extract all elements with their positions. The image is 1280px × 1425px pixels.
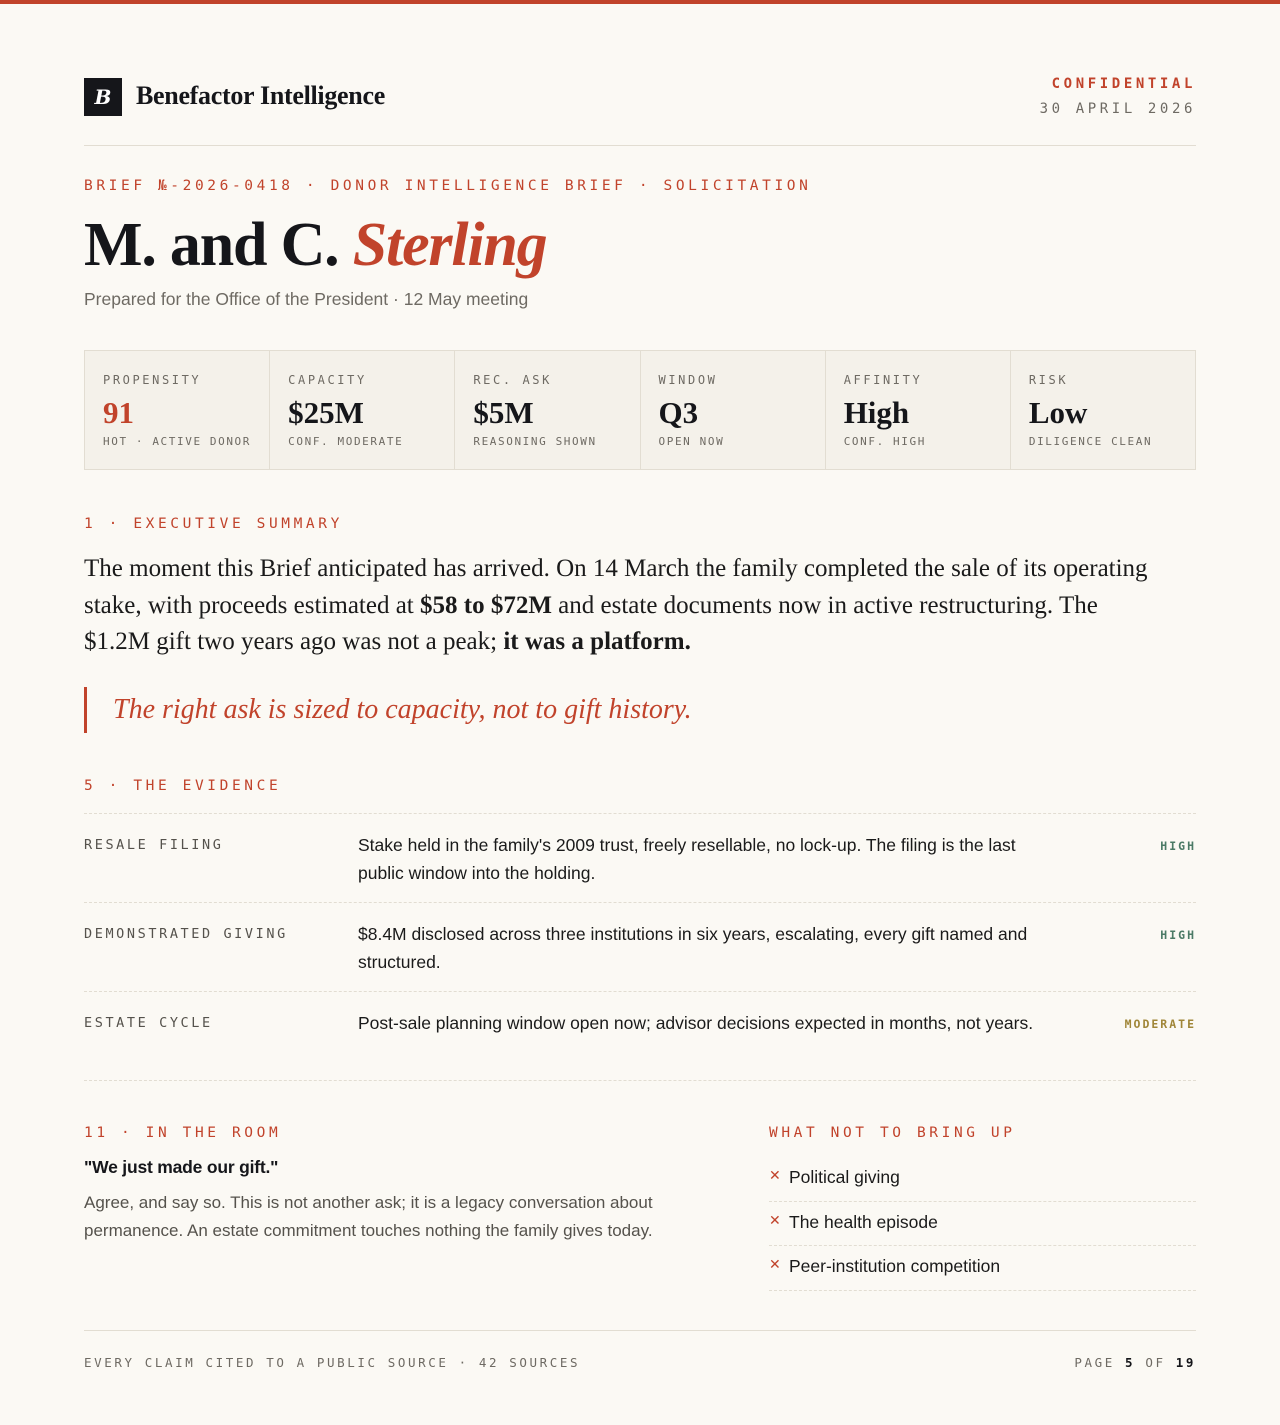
section-what-not-to-bring-up: WHAT NOT TO BRING UP <box>769 1125 1016 1141</box>
metrics-strip <box>84 350 1196 470</box>
evidence-table <box>84 813 1196 1081</box>
page-indicator <box>1074 1355 1196 1370</box>
confidence-badge: HIGH <box>1160 928 1196 942</box>
list-item-label: Peer-institution competition <box>789 1256 1001 1276</box>
pull-quote: The right ask is sized to capacity, not to gift history. <box>84 687 692 733</box>
metric-sub: DILIGENCE CLEAN <box>1028 435 1153 448</box>
brief-date: 30 APRIL 2026 <box>1039 101 1196 117</box>
page-header <box>84 78 1196 146</box>
page-number: 5 <box>1125 1355 1136 1370</box>
metric-sub: OPEN NOW <box>658 435 725 448</box>
metric-label: WINDOW <box>658 373 718 387</box>
evidence-key: RESALE FILING <box>84 837 224 853</box>
evidence-text: Post-sale planning window open now; advisor decisions expected in months, not years. <box>358 1013 1034 1033</box>
metric-rec-ask <box>455 351 640 469</box>
sources-note: EVERY CLAIM CITED TO A PUBLIC SOURCE · 42 SOURCES <box>84 1355 581 1370</box>
metric-label: RISK <box>1028 373 1069 387</box>
list-item <box>769 1246 1196 1291</box>
metric-label: PROPENSITY <box>103 373 202 387</box>
of-label: OF <box>1145 1355 1166 1370</box>
confidence-badge: MODERATE <box>1124 1017 1196 1031</box>
metric-label: REC. ASK <box>473 373 552 387</box>
cross-icon: ✕ <box>769 1167 781 1183</box>
evidence-key: DEMONSTRATED GIVING <box>84 926 288 942</box>
list-item-label: The health episode <box>789 1211 938 1232</box>
metric-label: CAPACITY <box>288 373 367 387</box>
summary-text-1: The moment this Brief anticipated has arrived. On 14 March the family completed the sale of its operating stake, with proceeds estimated at <box>84 555 1148 619</box>
section-in-the-room: 11 · IN THE ROOM <box>84 1125 282 1141</box>
list-item <box>769 1157 1196 1202</box>
brand-name: Benefactor Intelligence <box>136 81 385 110</box>
logo-mark: B <box>84 78 122 116</box>
room-quote: "We just made our gift." <box>84 1157 279 1177</box>
metric-value: Q3 <box>658 395 699 430</box>
page-footer <box>84 1330 1196 1392</box>
section-evidence: 5 · THE EVIDENCE <box>84 778 282 794</box>
page-title <box>84 210 546 280</box>
metric-sub: REASONING SHOWN <box>473 435 597 448</box>
metric-sub: CONF. MODERATE <box>288 435 404 448</box>
title-plain: M. and C. <box>84 211 353 279</box>
evidence-row <box>84 992 1196 1081</box>
metric-propensity <box>85 351 270 469</box>
metric-value: 91 <box>103 395 134 430</box>
cross-icon: ✕ <box>769 1256 781 1272</box>
metric-sub: HOT · ACTIVE DONOR <box>103 435 252 448</box>
brief-kicker: BRIEF №-2026-0418 · DONOR INTELLIGENCE BRIEF · SOLICITATION <box>84 178 812 194</box>
list-item <box>769 1202 1196 1247</box>
cross-icon: ✕ <box>769 1211 781 1228</box>
room-response: Agree, and say so. This is not another ask; it is a legacy conversation about permanence. An estate commitment touches nothing the family gives today. <box>84 1193 653 1240</box>
evidence-row <box>84 903 1196 992</box>
page-label: PAGE <box>1074 1355 1115 1370</box>
evidence-text: $8.4M disclosed across three institutions in six years, escalating, every gift named and structured. <box>358 924 1028 972</box>
section-executive-summary: 1 · EXECUTIVE SUMMARY <box>84 516 343 532</box>
metric-sub: CONF. HIGH <box>843 435 926 448</box>
metric-value: High <box>843 395 910 430</box>
summary-text-2: and estate documents now in active restructuring. The $1.2M gift two years ago was not a peak; <box>84 591 1098 655</box>
confidential-label: CONFIDENTIAL <box>1051 76 1196 92</box>
confidence-badge: HIGH <box>1160 839 1196 853</box>
summary-emphasis: it was a platform. <box>503 628 691 655</box>
metric-risk <box>1011 351 1195 469</box>
title-accent: Sterling <box>352 211 547 279</box>
metric-window <box>641 351 826 469</box>
evidence-row <box>84 814 1196 903</box>
top-accent-bar <box>0 0 1280 4</box>
metric-value: $25M <box>288 395 364 430</box>
metric-label: AFFINITY <box>843 373 923 387</box>
list-item-label: Political giving <box>789 1167 900 1187</box>
metric-affinity <box>826 351 1011 469</box>
metric-capacity <box>270 351 455 469</box>
summary-proceeds: $58 to $72M <box>420 591 552 619</box>
confidential-block <box>1040 76 1196 117</box>
evidence-key: ESTATE CYCLE <box>84 1015 213 1031</box>
page-total: 19 <box>1175 1355 1196 1370</box>
metric-value: $5M <box>473 395 534 430</box>
executive-summary <box>84 551 1164 661</box>
do-not-raise-list <box>769 1157 1196 1291</box>
metric-value: Low <box>1028 395 1088 430</box>
page-subtitle: Prepared for the Office of the President · 12 May meeting <box>84 289 529 309</box>
evidence-text: Stake held in the family's 2009 trust, freely resellable, no lock-up. The filing is the last public window into the holding. <box>358 835 1016 883</box>
